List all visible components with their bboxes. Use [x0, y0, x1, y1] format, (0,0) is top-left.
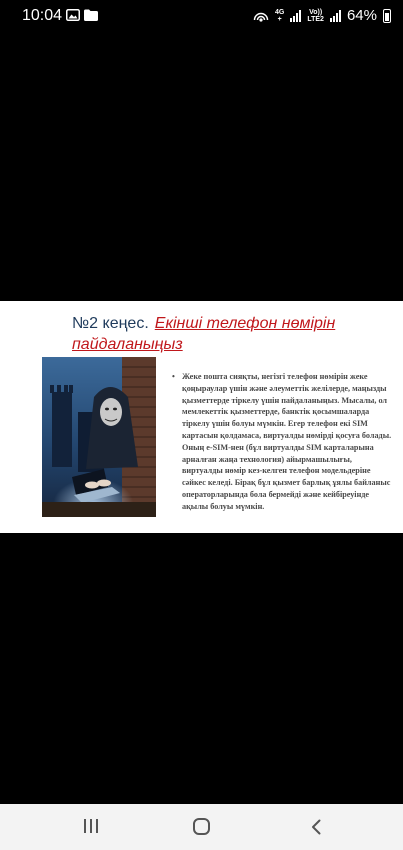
network-type-text: 4G [275, 8, 285, 16]
hacker-illustration [42, 357, 156, 517]
slide-heading [72, 313, 392, 355]
slide-body-text: Жеке пошта сияқты, негізгі телефон нөмірін жеке қоңыраулар үшін және әлеуметтік желілерде, маңызды қызметтерде тіркелу үшін пайдаланыңыз. Мысалы, ол мемлекеттік қызметтерде, банктік қосымшаларда тіркелу үшін болуы мүмкін. Егер телефон екі SIM картасын қолдамаса, виртуалды нөмірді қосуға болады. Оның e-SIM-нен (бұл виртуалды SIM карталарына арналған жаңа технология) айырмашылығы, виртуалды нөмір кез-келген телефон модельдеріне сәйкес келеді. Бірақ бұл қызмет барлық ұялы байланыс операторларында бола бермейді және кейбіреуінде ақылы болуы мүмкін. [182, 372, 392, 511]
slide [0, 301, 403, 533]
battery-icon [383, 9, 391, 23]
volte-label [307, 9, 324, 23]
signal-1-icon [290, 10, 301, 22]
network-activity-text: + [277, 15, 282, 23]
volte-text: Vo)) [309, 8, 323, 16]
bullet-point: • [172, 372, 175, 381]
tip-title: Екінші телефон нөмірін пайдаланыңыз [72, 315, 336, 353]
lte2-text: LTE2 [307, 15, 324, 23]
tip-number: №2 кеңес. [72, 315, 149, 332]
home-icon[interactable] [193, 818, 210, 835]
battery-percent: 64% [346, 7, 377, 24]
status-right-group [253, 7, 391, 24]
signal-2-icon [330, 10, 341, 22]
navigation-bar [0, 804, 403, 850]
recents-icon[interactable] [82, 819, 100, 835]
status-time: 10:04 [22, 7, 63, 24]
back-icon[interactable] [308, 818, 326, 836]
slide-body [172, 371, 394, 513]
network-type-label [275, 9, 284, 23]
status-bar [0, 0, 403, 32]
gallery-notification-icon [66, 9, 80, 21]
hotspot-icon [253, 9, 269, 23]
folder-notification-icon [84, 9, 98, 21]
